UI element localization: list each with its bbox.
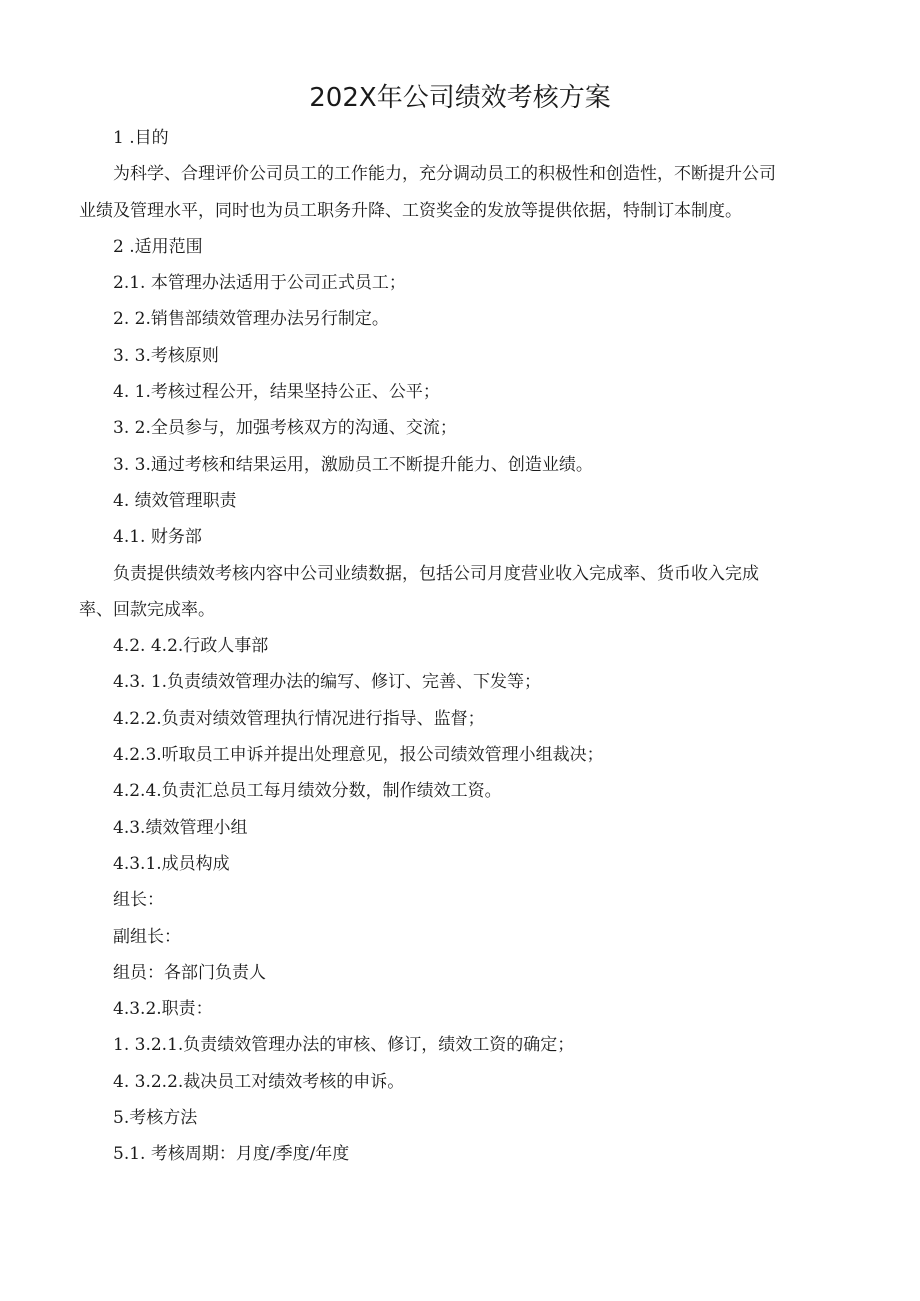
text-line: 4.3. 1.负责绩效管理办法的编写、修订、完善、下发等； bbox=[113, 672, 542, 693]
text-line: 4. 绩效管理职责 bbox=[113, 490, 237, 511]
text-line: 5.考核方法 bbox=[113, 1108, 198, 1129]
text-line: 率、回款完成率。 bbox=[79, 599, 215, 620]
text-line: 组员：各部门负责人 bbox=[113, 962, 266, 983]
text-line: 2 .适用范围 bbox=[113, 236, 203, 257]
text-line: 4.3.1.成员构成 bbox=[113, 853, 230, 874]
text-line: 4.2.3.听取员工申诉并提出处理意见，报公司绩效管理小组裁决； bbox=[113, 745, 604, 766]
text-line: 4.3.绩效管理小组 bbox=[113, 817, 248, 838]
text-line: 1 .目的 bbox=[113, 128, 169, 148]
text-line: 3. 3.考核原则 bbox=[113, 345, 219, 366]
text-line: 副组长： bbox=[113, 926, 181, 947]
text-line: 4.2.2.负责对绩效管理执行情况进行指导、监督； bbox=[113, 708, 485, 729]
text-line: 负责提供绩效考核内容中公司业绩数据，包括公司月度营业收入完成率、货币收入完成 bbox=[113, 563, 759, 584]
text-line: 5.1. 考核周期：月度/季度/年度 bbox=[113, 1144, 350, 1165]
document-body bbox=[79, 120, 841, 1173]
text-line: 3. 3.通过考核和结果运用，激励员工不断提升能力、创造业绩。 bbox=[113, 454, 593, 475]
text-line: 2. 2.销售部绩效管理办法另行制定。 bbox=[113, 309, 389, 330]
text-line: 4.2.4.负责汇总员工每月绩效分数，制作绩效工资。 bbox=[113, 781, 502, 802]
text-line: 业绩及管理水平，同时也为员工职务升降、工资奖金的发放等提供依据，特制订本制度。 bbox=[79, 200, 742, 221]
text-line: 3. 2.全员参与，加强考核双方的沟通、交流； bbox=[113, 418, 457, 439]
text-line: 4. 1.考核过程公开，结果坚持公正、公平； bbox=[113, 382, 440, 403]
text-line: 4.2. 4.2.行政人事部 bbox=[113, 636, 269, 657]
text-line: 4.1. 财务部 bbox=[113, 527, 202, 548]
text-line: 2.1. 本管理办法适用于公司正式员工； bbox=[113, 273, 406, 294]
document-title: 202X年公司绩效考核方案 bbox=[309, 83, 611, 113]
text-line: 1. 3.2.1.负责绩效管理办法的审核、修订，绩效工资的确定； bbox=[113, 1035, 575, 1056]
text-line: 4. 3.2.2.裁决员工对绩效考核的申诉。 bbox=[113, 1071, 405, 1092]
text-line: 组长： bbox=[113, 890, 164, 911]
text-line: 为科学、合理评价公司员工的工作能力，充分调动员工的积极性和创造性，不断提升公司 bbox=[113, 164, 776, 185]
text-line: 4.3.2.职责： bbox=[113, 999, 213, 1020]
